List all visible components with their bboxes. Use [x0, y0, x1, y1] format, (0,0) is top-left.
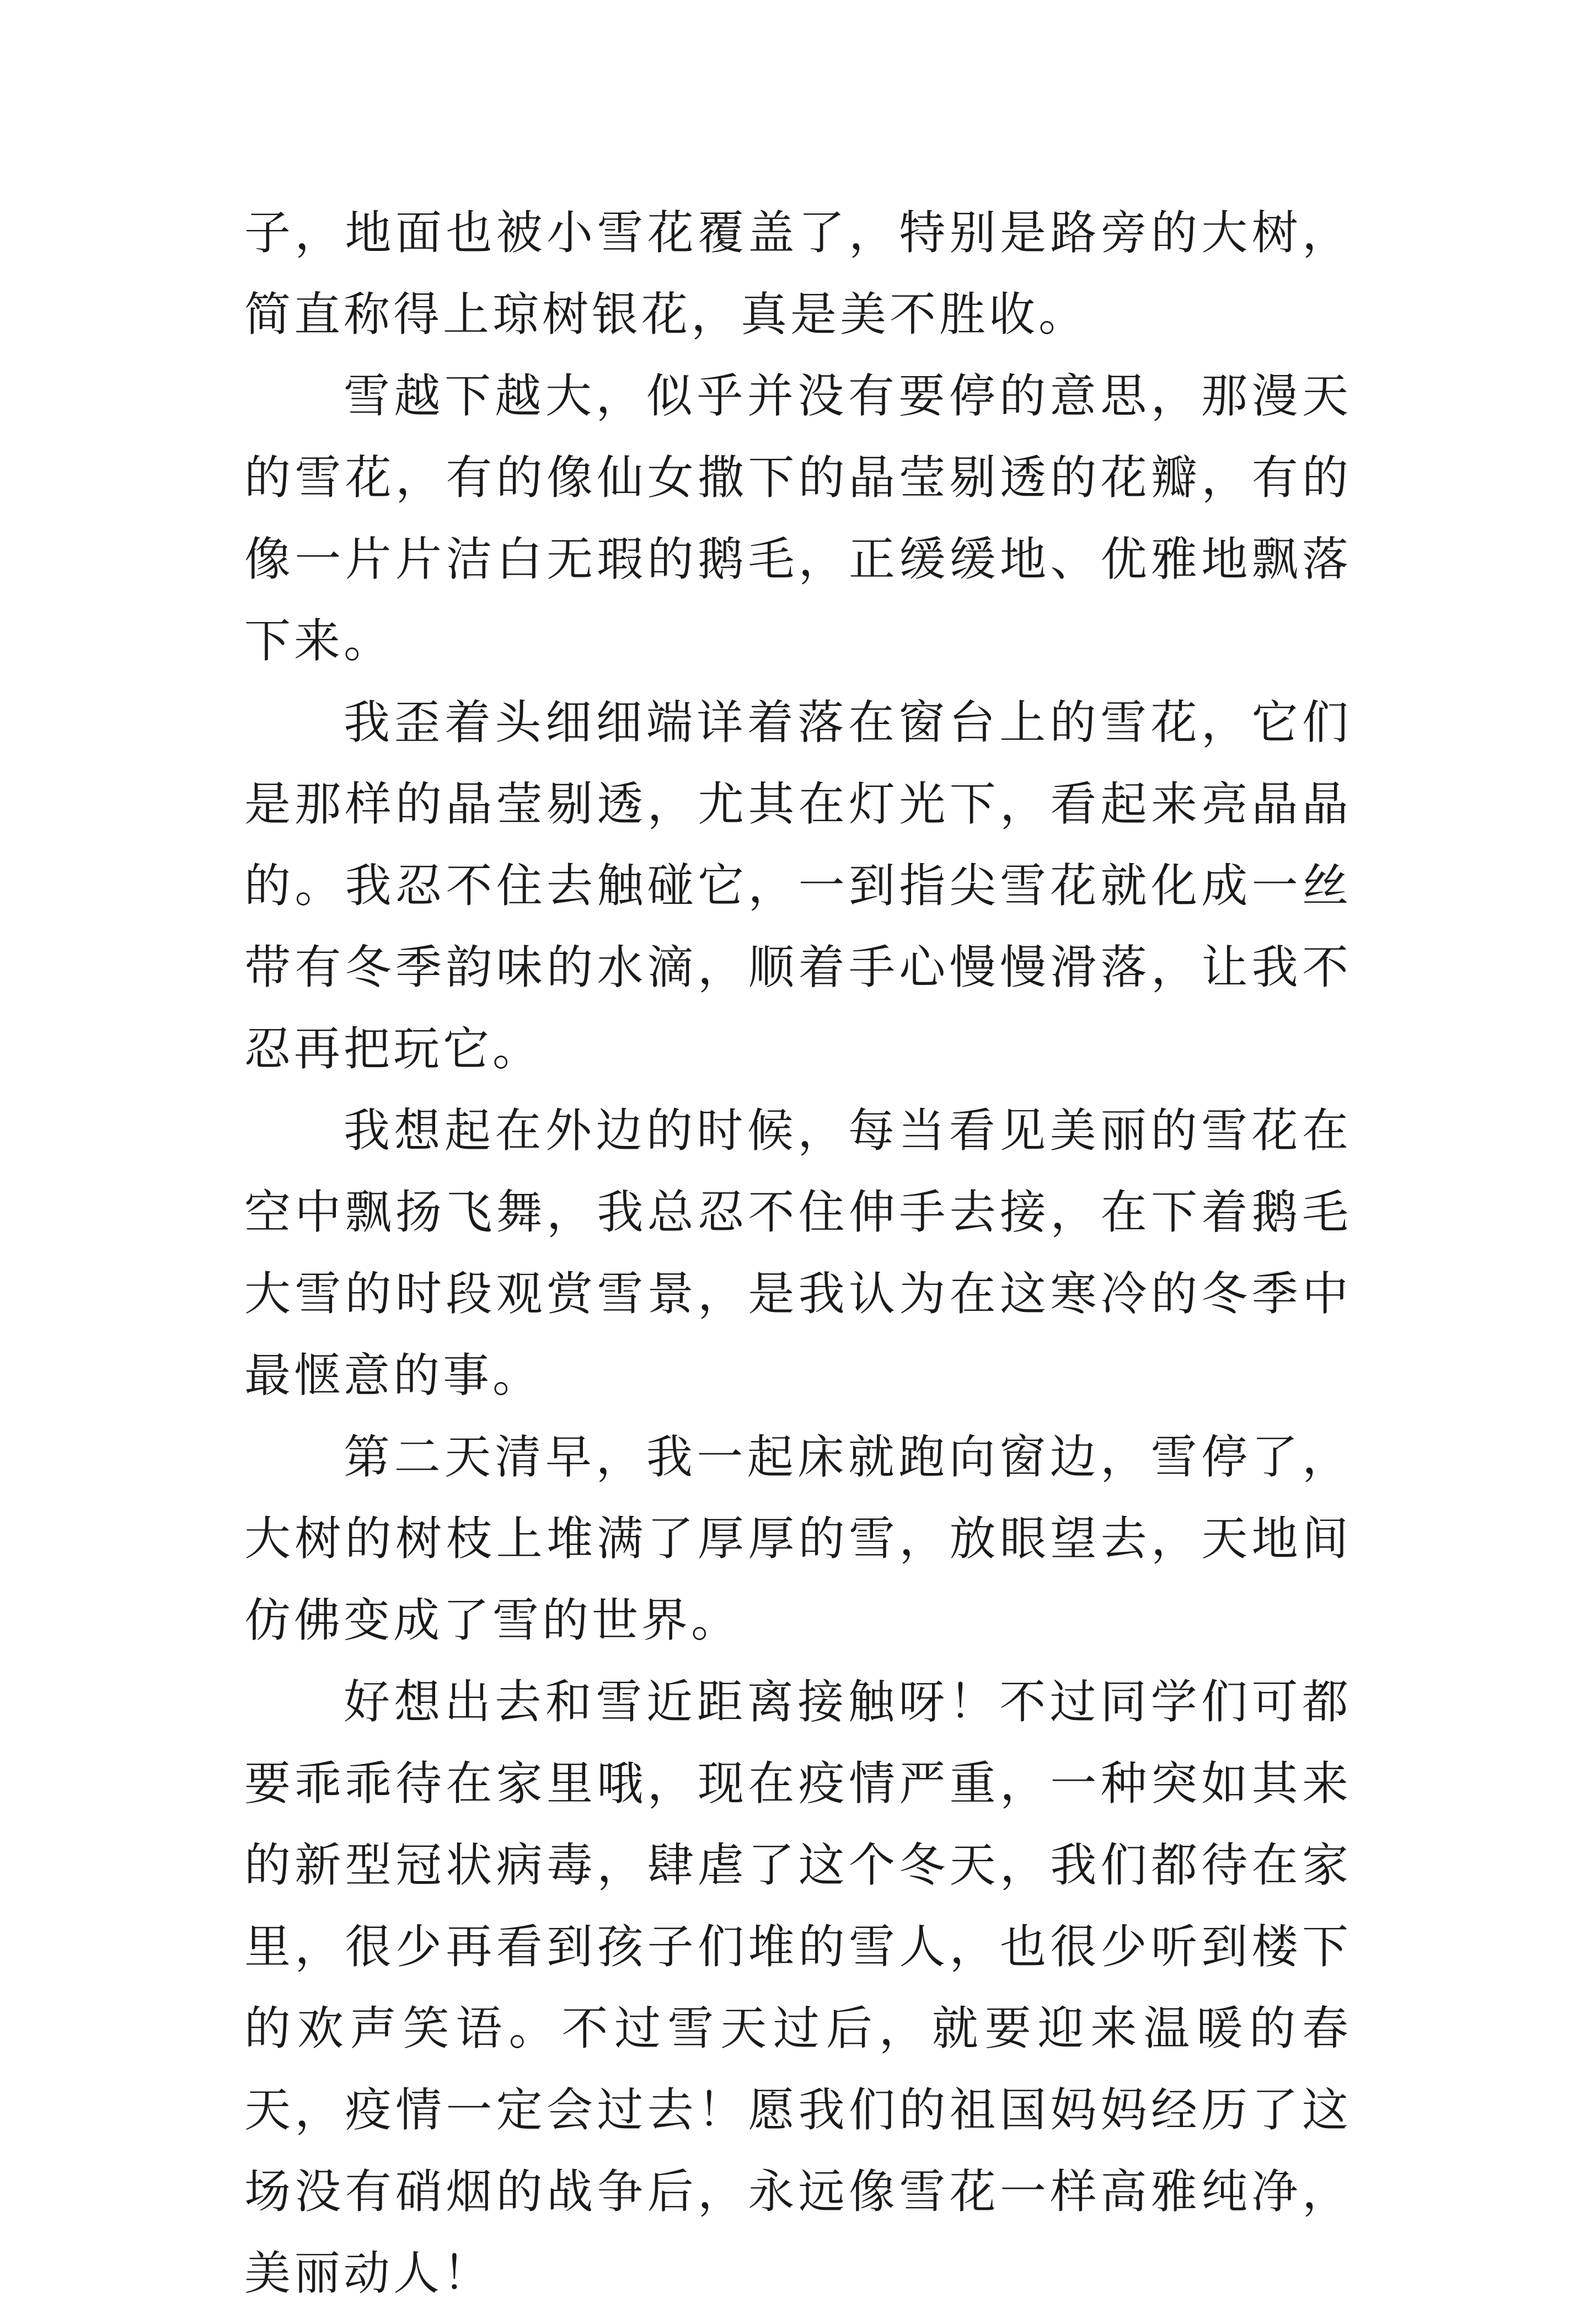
paragraph-next-morning: 第二天清早，我一起床就跑向窗边，雪停了，大树的树枝上堆满了厚厚的雪，放眼望去，天地间仿佛变成了雪的世界。: [244, 1430, 1352, 1647]
paragraph-windowsill-snowflake: 我歪着头细细端详着落在窗台上的雪花，它们是那样的晶莹剔透，尤其在灯光下，看起来亮晶晶的。我忍不住去触碰它，一到指尖雪花就化成一丝带有冬季韵味的水滴，顺着手心慢慢滑落，让我不忍再把玩它。: [244, 695, 1352, 1076]
paragraph-closing: 好想出去和雪近距离接触呀！不过同学们可都要乖乖待在家里哦，现在疫情严重，一种突如其来的新型冠状病毒，肆虐了这个冬天，我们都待在家里，很少再看到孩子们堆的雪人，也很少听到楼下的欢声笑语。不过雪天过后，就要迎来温暖的春天，疫情一定会过去！愿我们的祖国妈妈经历了这场没有硝烟的战争后，永远像雪花一样高雅纯净，美丽动人！: [244, 1675, 1352, 2300]
paragraph-continued: 子，地面也被小雪花覆盖了，特别是路旁的大树，简直称得上琼树银花，真是美不胜收。: [244, 206, 1352, 341]
paragraph-heavy-snow: 雪越下越大，似乎并没有要停的意思，那漫天的雪花，有的像仙女撒下的晶莹剔透的花瓣，有的像一片片洁白无瑕的鹅毛，正缓缓地、优雅地飘落下来。: [244, 369, 1352, 668]
essay-body: [244, 192, 1352, 2314]
paragraph-memory-outside: 我想起在外边的时候，每当看见美丽的雪花在空中飘扬飞舞，我总忍不住伸手去接，在下着鹅毛大雪的时段观赏雪景，是我认为在这寒冷的冬季中最惬意的事。: [244, 1104, 1352, 1402]
